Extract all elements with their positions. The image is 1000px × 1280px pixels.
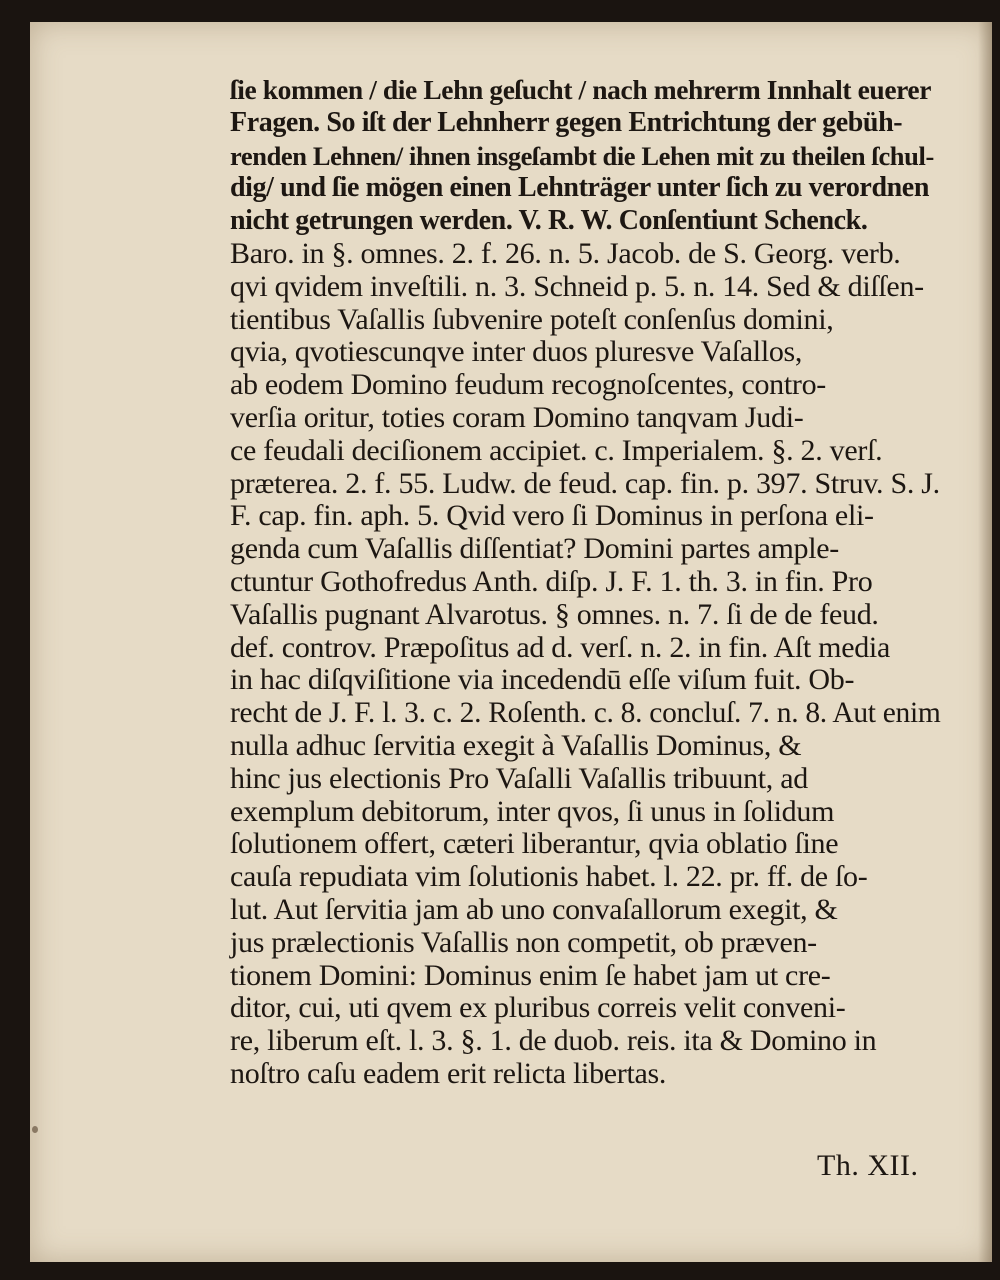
text-line: ab eodem Domino feudum recognoſcentes, contro- <box>230 368 827 402</box>
text-line: ce feudali deciſionem accipiet. c. Imperialem. §. 2. verſ. <box>230 433 883 467</box>
text-line: noſtro caſu eadem erit relicta libertas. <box>230 1056 667 1090</box>
text-line: tientibus Vaſallis ſubvenire poteſt conſenſus domini, <box>230 302 834 336</box>
text-line: tionem Domini: Dominus enim ſe habet jam ut cre- <box>230 958 831 992</box>
text-line: ſie kommen / die Lehn geſucht / nach mehrerm Innhalt euerer <box>230 74 932 105</box>
book-page <box>30 22 992 1262</box>
catchword: Th. XII. <box>817 1149 919 1182</box>
ink-spot <box>32 1126 38 1133</box>
text-line: Vaſallis pugnant Alvarotus. § omnes. n. 7. ſi de de feud. <box>230 597 879 631</box>
text-line: hinc jus electionis Pro Vaſalli Vaſallis tribuunt, ad <box>230 761 808 795</box>
text-line: def. controv. Præpoſitus ad d. verſ. n. 2. in fin. Aſt media <box>230 630 890 664</box>
text-line: qvi qvidem inveſtili. n. 3. Schneid p. 5. n. 14. Sed & diſſen- <box>230 269 924 303</box>
body-text <box>230 74 942 1091</box>
text-line: Fragen. So iſt der Lehnherr gegen Entrichtung der gebüh- <box>230 106 903 138</box>
text-line: jus prælectionis Vaſallis non competit, ob præven- <box>230 925 817 959</box>
text-line: re, liberum eſt. l. 3. §. 1. de duob. reis. ita & Domino in <box>230 1024 877 1058</box>
text-line: ctuntur Gothofredus Anth. diſp. J. F. 1. th. 3. in fin. Pro <box>230 564 873 598</box>
text-line: verſia oritur, toties coram Domino tanqvam Judi- <box>230 400 804 434</box>
text-line: lut. Aut ſervitia jam ab uno convaſallorum exegit, & <box>230 892 838 926</box>
text-line: exemplum debitorum, inter qvos, ſi unus in ſolidum <box>230 794 835 828</box>
text-line: genda cum Vaſallis diſſentiat? Domini partes ample- <box>230 532 839 566</box>
text-line: renden Lehnen/ ihnen insgeſambt die Lehen mit zu theilen ſchul- <box>230 140 934 171</box>
text-line: Baro. in §. omnes. 2. f. 26. n. 5. Jacob. de S. Georg. verb. <box>230 236 901 270</box>
text-line: qvia, qvotiescunqve inter duos pluresve Vaſallos, <box>230 335 803 369</box>
text-line: nulla adhuc ſervitia exegit à Vaſallis Dominus, & <box>230 728 802 762</box>
text-line: recht de J. F. l. 3. c. 2. Roſenth. c. 8. concluſ. 7. n. 8. Aut enim <box>230 697 941 730</box>
text-line: dig/ und ſie mögen einen Lehnträger unter ſich zu verordnen <box>230 172 929 204</box>
text-line: F. cap. fin. aph. 5. Qvid vero ſi Dominus in perſona eli- <box>230 499 874 533</box>
text-line: cauſa repudiata vim ſolutionis habet. l. 22. pr. ff. de ſo- <box>230 860 868 894</box>
text-line: præterea. 2. f. 55. Ludw. de feud. cap. fin. p. 397. Struv. S. J. <box>230 466 940 500</box>
text-line: ſolutionem offert, cæteri liberantur, qvia oblatio ſine <box>230 827 839 861</box>
text-line: in hac diſqviſitione via incedendū eſſe viſum fuit. Ob- <box>230 663 855 697</box>
text-line: ditor, cui, uti qvem ex pluribus correis velit conveni- <box>230 991 846 1025</box>
text-line: nicht getrungen werden. V. R. W. Conſentiunt Schenck. <box>230 205 868 237</box>
